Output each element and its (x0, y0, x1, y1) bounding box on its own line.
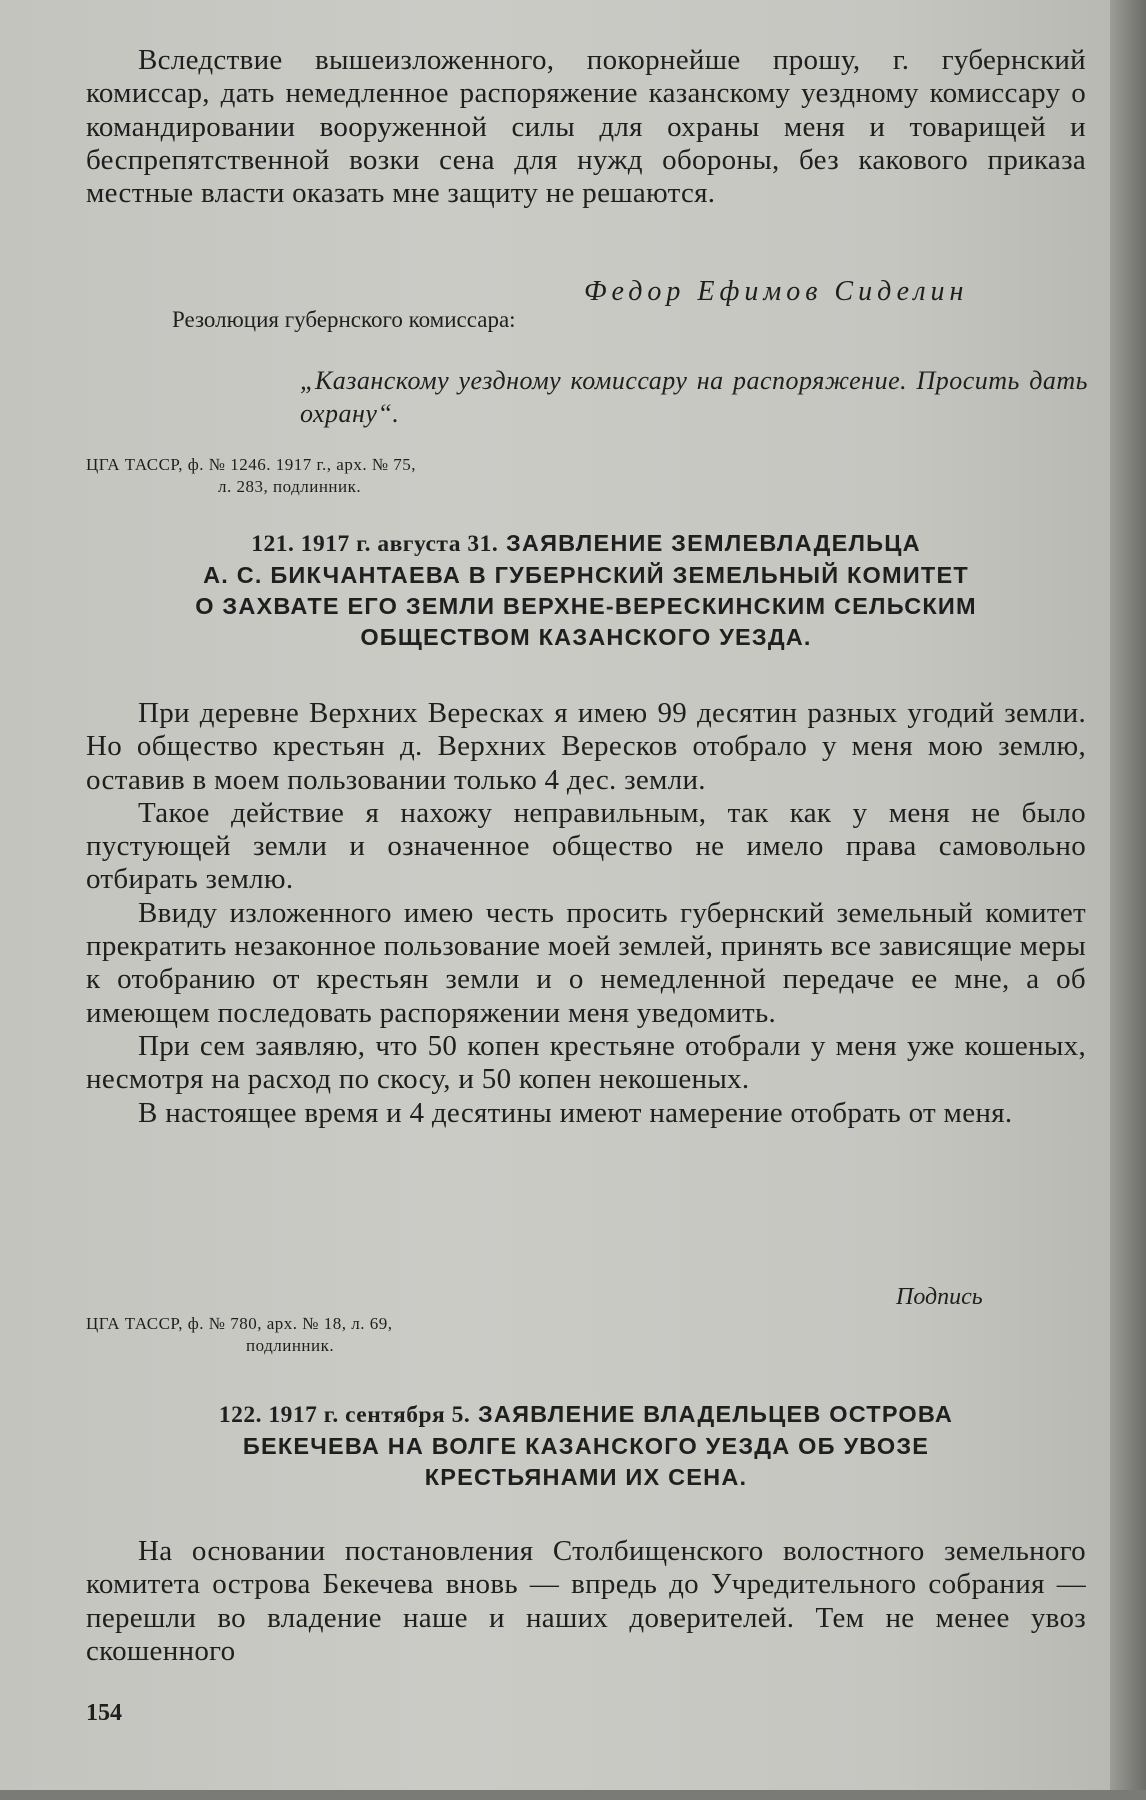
doc-121-title-3: О ЗАХВАТЕ ЕГО ЗЕМЛИ ВЕРХНЕ-ВЕРЕСКИНСКИМ СЕЛЬСКИМ (195, 593, 977, 619)
intro-paragraph-block (86, 44, 1086, 210)
doc-122-title-1: ЗАЯВЛЕНИЕ ВЛАДЕЛЬЦЕВ ОСТРОВА (477, 1401, 954, 1427)
doc-122-number: 122. 1917 г. сентября 5. (218, 1402, 471, 1428)
doc-121-paragraph: При сем заявляю, что 50 копен крестьяне отобрали у меня уже кошеных, несмотря на расход по скосу, и 50 копен некошеных. (86, 1029, 1086, 1096)
page-number: 154 (86, 1700, 122, 1726)
doc-121-paragraph: Ввиду изложенного имею честь просить губернский земельный комитет прекратить незаконное пользование моей землей, принять все зависящие меры к отобранию от крестьян земли и о немедленной передаче ее мне, а об имеющем последовать распоряжении меня уведомить. (86, 896, 1086, 1029)
source-line: ЦГА ТАССР, ф. № 780, арх. № 18, л. 69, (86, 1314, 393, 1333)
page-edge-shadow (1110, 0, 1146, 1800)
doc-122-heading (86, 1399, 1086, 1493)
doc-122-paragraph: На основании постановления Столбищенского волостного земельного комитета острова Бекечева вновь — впредь до Учредительного собрания — перешли во владение наше и наших доверителей. Тем не менее увоз скошенного (86, 1535, 1086, 1667)
source-line: ЦГА ТАССР, ф. № 1246. 1917 г., арх. № 75, (86, 455, 417, 474)
doc-121-number: 121. 1917 г. августа 31. (251, 531, 499, 557)
doc-122-title-2: БЕКЕЧЕВА НА ВОЛГЕ КАЗАНСКОГО УЕЗДА ОБ УВОЗЕ (242, 1433, 930, 1459)
doc-122-body (86, 1535, 1086, 1668)
doc-121-title-2: А. С. БИКЧАНТАЕВА В ГУБЕРНСКИЙ ЗЕМЕЛЬНЫЙ КОМИТЕТ (203, 562, 969, 588)
doc-121-heading (86, 528, 1086, 653)
signature-sidelin: Федор Ефимов Сиделин (584, 276, 969, 307)
doc-121-signature: Подпись (896, 1284, 983, 1310)
doc-121-paragraph: В настоящее время и 4 десятины имеют намерение отобрать от меня. (138, 1096, 1013, 1129)
source-line: л. 283, подлинник. (218, 477, 362, 496)
doc-121-paragraph: Такое действие я нахожу неправильным, так как у меня не было пустующей земли и означенное общество не имело права самовольно отбирать землю. (86, 796, 1086, 896)
source-line: подлинник. (246, 1336, 335, 1355)
doc-122-title-3: КРЕСТЬЯНАМИ ИХ СЕНА. (424, 1464, 748, 1490)
intro-paragraph: Вследствие вышеизложенного, покорнейше прошу, г. губернский комиссар, дать немедленное распоряжение казанскому уездному комиссару о командировании вооруженной силы для охраны меня и товарищей и беспрепятственной возки сена для нужд обороны, без какового приказа местные власти оказать мне защиту не решаются. (86, 44, 1086, 210)
resolution-label: Резолюция губернского комиссара: (172, 307, 516, 332)
doc-121-paragraph: При деревне Верхних Вересках я имею 99 десятин разных угодий земли. Но общество крестьян д. Верхних Вересков отобрало у меня мою землю, оставив в моем пользовании только 4 дес. земли. (86, 697, 1086, 796)
doc-121-title-4: ОБЩЕСТВОМ КАЗАНСКОГО УЕЗДА. (360, 624, 812, 650)
source-citation-1 (86, 454, 416, 498)
doc-121-title-1: ЗАЯВЛЕНИЕ ЗЕМЛЕВЛАДЕЛЬЦА (505, 530, 921, 556)
source-citation-2 (86, 1313, 393, 1357)
resolution-text: „Казанскому уездному комиссару на распоряжение. Просить дать охрану“. (300, 366, 1088, 428)
page-bottom-edge (0, 1790, 1146, 1800)
doc-121-body (86, 697, 1086, 1130)
